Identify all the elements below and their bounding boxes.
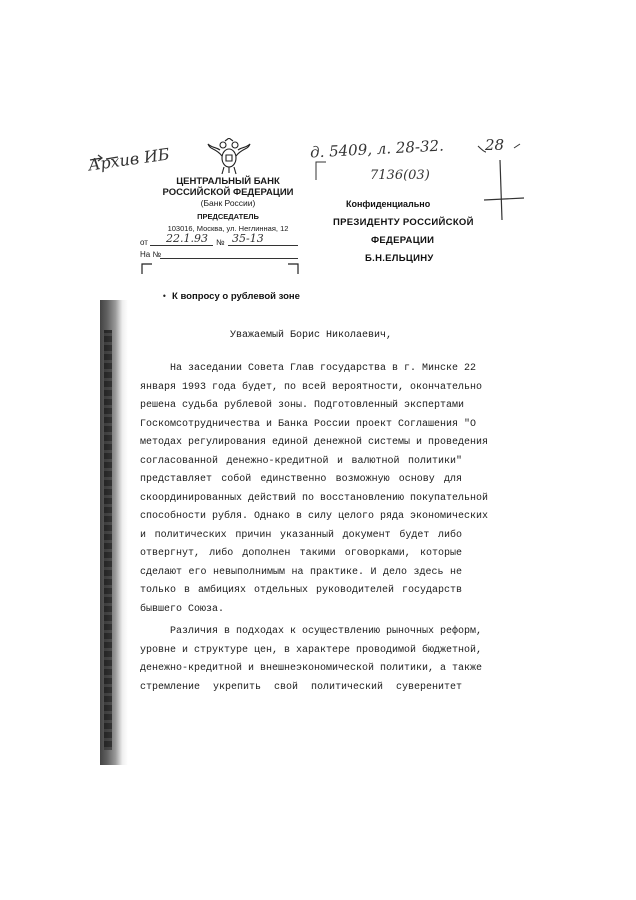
bank-address: 103016, Москва, ул. Неглинная, 12 [167,224,289,233]
body-line: Различия в подходах к осуществлению рыночных реформ, [170,626,483,637]
subject-line: К вопросу о рублевой зоне [172,291,300,302]
body-line: денежно-кредитной и внешнеэкономической политики, а также [140,663,483,674]
scan-shadow-texture [104,330,112,750]
body-line: сделают его невыполнимым на практике. И дело здесь не [140,566,462,578]
number-prefix: № [216,238,225,247]
bracket-corner-mark [314,158,328,182]
date-prefix: от [140,238,148,247]
body-line: уровне и структуре цен, в характере проводимой бюджетной, [140,644,483,656]
bracket-corner-right [286,262,300,276]
body-line: только в амбициях отдельных руководителей государств [140,585,462,596]
bank-name-line3: (Банк России) [200,198,256,208]
body-line: и политических причин указанный документ будет либо [140,529,462,541]
body-line: января 1993 года будет, по всей вероятности, окончательно [140,381,483,393]
subject-bullet: • [162,292,167,301]
reference-underline [160,258,298,259]
reference-prefix: На № [140,250,162,259]
handwritten-archive-note: Архив ИБ [87,144,171,175]
body-line: бывшего Союза. [140,603,225,615]
body-line: способности рубля. Однако в силу целого ряда экономических [140,511,489,522]
recipient-line1: ПРЕЗИДЕНТУ РОССИЙСКОЙ [333,217,474,228]
number-underline [228,245,298,246]
body-line: Госкомсотрудничества и Банка России проект Соглашения "О [140,418,477,430]
handwritten-cross-mark [470,140,530,230]
letter-body [140,360,489,697]
date-value: 22.1.93 [166,232,208,245]
body-line: отвергнут, либо дополнен такими оговорками, которые [140,548,462,559]
body-line: методах регулирования единой денежной системы и проведения [140,437,489,448]
bracket-corner-left [140,262,154,276]
body-line: решена судьба рублевой зоны. Подготовленный экспертами [140,400,465,411]
body-line: На заседании Совета Глав государства в г. Минске 22 [170,363,477,374]
date-underline [150,245,213,246]
number-value: 35-13 [232,232,264,245]
handwritten-sub-number: 7136(03) [370,168,430,183]
body-line: согласованной денежно-кредитной и валютной политики" [140,455,462,467]
bank-emblem-icon [206,138,252,176]
body-line: стремление укрепить свой политический суверенитет [140,681,462,693]
recipient-line3: Б.Н.ЕЛЬЦИНУ [365,253,434,264]
bank-name-line2: РОССИЙСКОЙ ФЕДЕРАЦИИ [162,187,294,198]
body-line: представляет собой единственно возможную основу для [140,474,462,485]
body-line: скоординированных действий по восстановлению покупательной [140,492,489,504]
confidential-label: Конфиденциально [346,199,431,209]
recipient-line2: ФЕДЕРАЦИИ [371,235,435,246]
handwritten-arrow-mark [88,148,128,168]
bank-position: ПРЕДСЕДАТЕЛЬ [197,212,259,221]
handwritten-reference-number: д. 5409, л. 28-32. [309,136,445,162]
salutation: Уважаемый Борис Николаевич, [230,330,393,341]
bank-name-line1: ЦЕНТРАЛЬНЫЙ БАНК [176,176,280,187]
handwritten-page-mark: 28 [485,136,505,154]
